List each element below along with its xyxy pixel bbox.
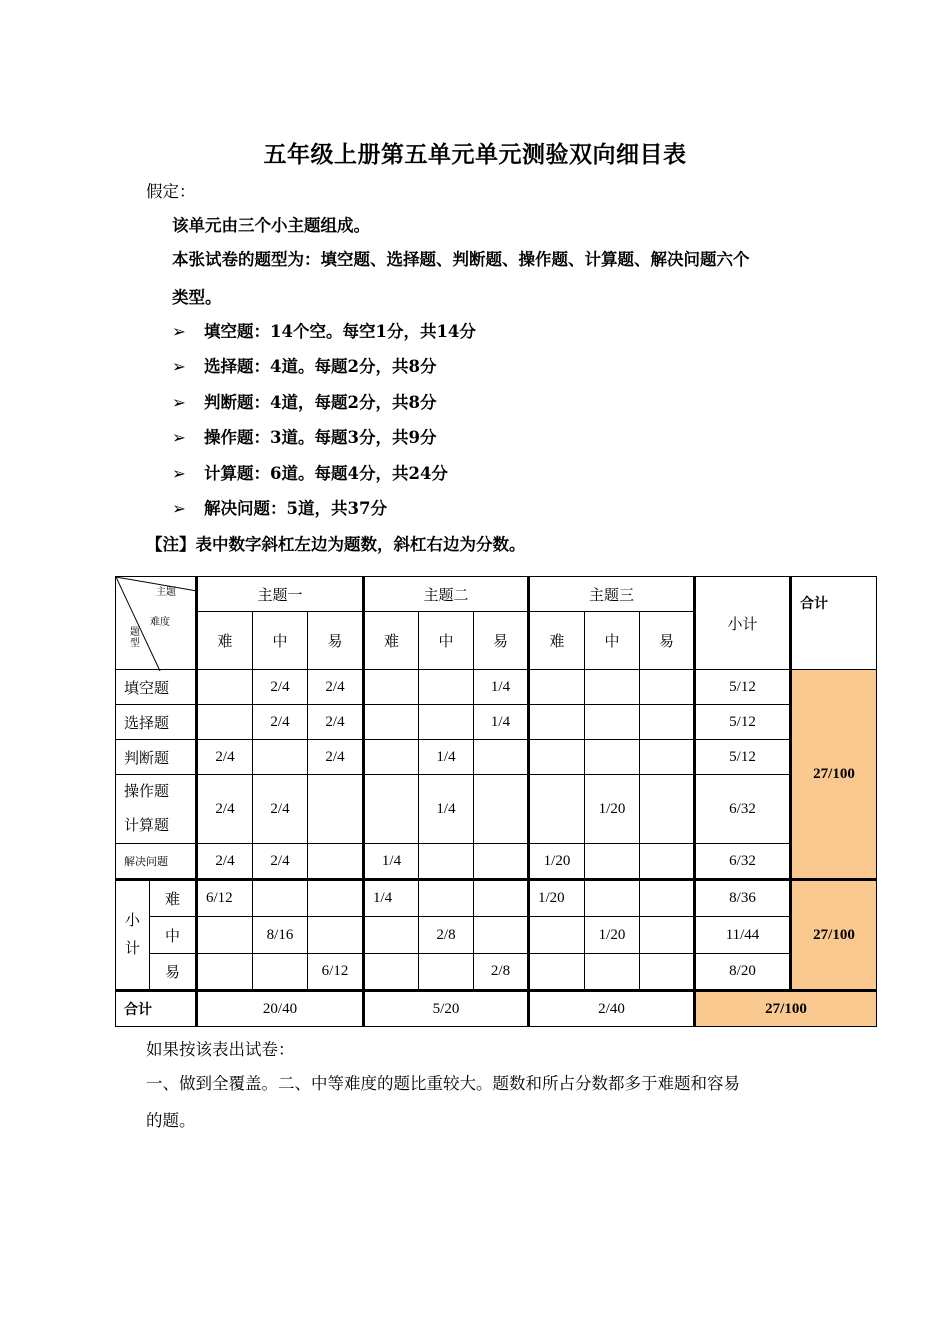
table-cell (474, 880, 529, 917)
table-cell (474, 917, 529, 954)
level-header: 中 (419, 612, 474, 670)
row-label: 填空题 (116, 670, 197, 705)
table-cell (529, 670, 585, 705)
table-cell (529, 917, 585, 954)
intro-line-2: 本张试卷的题型为：填空题、选择题、判断题、操作题、计算题、解决问题六个 (172, 250, 750, 269)
table-cell (585, 880, 640, 917)
table-cell: 1/4 (419, 775, 474, 844)
arrow-bullet-icon: ➢ (172, 322, 186, 341)
level-header: 易 (640, 612, 695, 670)
table-cell (419, 670, 474, 705)
level-header: 难 (197, 612, 253, 670)
intro-line-1: 该单元由三个小主题组成。 (172, 216, 370, 235)
arrow-bullet-icon: ➢ (172, 393, 186, 412)
table-cell (529, 705, 585, 740)
table-cell (640, 705, 695, 740)
table-cell: 2/4 (253, 844, 308, 880)
table-cell: 1/20 (585, 775, 640, 844)
table-row (116, 740, 877, 775)
subtotal-cell: 8/20 (695, 954, 791, 991)
table-cell (585, 670, 640, 705)
table-cell: 6/12 (197, 880, 253, 917)
subtotal-cell: 5/12 (695, 705, 791, 740)
table-cell (308, 917, 364, 954)
subtotal-cell: 8/36 (695, 880, 791, 917)
subtotal-cell: 11/44 (695, 917, 791, 954)
subtotal-cell: 5/12 (695, 740, 791, 775)
table-cell (253, 954, 308, 991)
table-row (116, 705, 877, 740)
subtotal-cell: 6/32 (695, 775, 791, 844)
table-cell (197, 954, 253, 991)
table-cell (419, 880, 474, 917)
table-cell: 8/16 (253, 917, 308, 954)
table-cell: 1/20 (529, 844, 585, 880)
table-cell: 2/4 (308, 670, 364, 705)
table-cell (529, 954, 585, 991)
table-cell: 2/8 (474, 954, 529, 991)
table-cell: 2/4 (308, 740, 364, 775)
table-cell (640, 670, 695, 705)
row-label-2: 计算题 (124, 818, 170, 834)
table-cell (197, 705, 253, 740)
table-cell (197, 917, 253, 954)
level-header: 易 (474, 612, 529, 670)
topic-header: 主题三 (529, 577, 695, 612)
bullet-item: ➢ 选择题：4道。每题2分，共8分 (172, 357, 437, 376)
table-cell (585, 954, 640, 991)
table-row (116, 954, 877, 991)
table-row (116, 844, 877, 880)
bullet-item: ➢ 操作题：3道。每题3分，共9分 (172, 428, 437, 447)
table-cell: 1/4 (474, 670, 529, 705)
level-label: 难 (150, 880, 197, 917)
arrow-bullet-icon: ➢ (172, 499, 186, 518)
row-label (116, 775, 197, 844)
table-cell (585, 844, 640, 880)
level-header: 易 (308, 612, 364, 670)
table-row (116, 880, 877, 917)
table-row (116, 917, 877, 954)
table-cell (529, 775, 585, 844)
sub-total-cell: 27/100 (791, 880, 877, 991)
level-header: 中 (585, 612, 640, 670)
row-label-1: 操作题 (124, 784, 170, 800)
table-cell (529, 740, 585, 775)
subtotal-header: 小计 (695, 577, 791, 670)
table-cell (474, 740, 529, 775)
table-cell: 2/4 (253, 670, 308, 705)
arrow-bullet-icon: ➢ (172, 357, 186, 376)
table-cell (419, 705, 474, 740)
intro-line-3: 类型。 (172, 288, 222, 307)
subtotal-cell: 6/32 (695, 844, 791, 880)
bullet-item: ➢ 判断题：4道，每题2分，共8分 (172, 393, 437, 412)
table-cell (640, 775, 695, 844)
row-label: 判断题 (116, 740, 197, 775)
level-header: 中 (253, 612, 308, 670)
subtotal-group-label: 小 计 (116, 880, 150, 991)
table-cell (640, 740, 695, 775)
arrow-bullet-icon: ➢ (172, 428, 186, 447)
table-cell: 2/4 (253, 775, 308, 844)
table-cell (308, 775, 364, 844)
topic-total-cell: 20/40 (197, 991, 364, 1027)
table-cell (474, 775, 529, 844)
final-total-label: 合计 (116, 991, 197, 1027)
table-cell (308, 844, 364, 880)
assume-label: 假定： (146, 182, 196, 201)
page-title: 五年级上册第五单元单元测验双向细目表 (263, 142, 687, 168)
table-cell: 1/20 (529, 880, 585, 917)
topic-header: 主题二 (364, 577, 529, 612)
bullet-item: ➢ 计算题：6道。每题4分，共24分 (172, 464, 448, 483)
conclusion-line-2: 一、做到全覆盖。二、中等难度的题比重较大。题数和所占分数都多于难题和容易 (146, 1074, 740, 1093)
table-cell: 2/4 (197, 775, 253, 844)
topic-total-cell: 2/40 (529, 991, 695, 1027)
table-cell (364, 740, 419, 775)
table-cell (308, 880, 364, 917)
table-cell (640, 917, 695, 954)
table-cell: 2/4 (308, 705, 364, 740)
rows-total-cell: 27/100 (791, 670, 877, 880)
bullet-item: ➢ 填空题：14个空。每空1分，共14分 (172, 322, 476, 341)
table-cell: 1/4 (364, 844, 419, 880)
level-label: 易 (150, 954, 197, 991)
corner-difficulty-label: 难度 (150, 617, 170, 628)
subtotal-cell: 5/12 (695, 670, 791, 705)
row-label: 解决问题 (116, 844, 197, 880)
spec-table (115, 576, 877, 1027)
table-cell (419, 954, 474, 991)
bullet-item: ➢ 解决问题：5道，共37分 (172, 499, 387, 518)
table-cell: 1/4 (364, 880, 419, 917)
table-cell (253, 880, 308, 917)
table-cell: 2/4 (197, 740, 253, 775)
table-cell (364, 705, 419, 740)
table-cell (640, 844, 695, 880)
conclusion-line-3: 的题。 (146, 1111, 196, 1130)
arrow-bullet-icon: ➢ (172, 464, 186, 483)
topic-total-cell: 5/20 (364, 991, 529, 1027)
level-header: 难 (529, 612, 585, 670)
table-cell: 2/8 (419, 917, 474, 954)
table-cell: 2/4 (197, 844, 253, 880)
table-cell: 2/4 (253, 705, 308, 740)
corner-type-label: 题型 (130, 627, 140, 649)
grand-total-cell: 27/100 (695, 991, 877, 1027)
topic-header: 主题一 (197, 577, 364, 612)
table-cell: 1/20 (585, 917, 640, 954)
conclusion-line-1: 如果按该表出试卷： (146, 1040, 295, 1059)
total-header: 合计 (791, 577, 877, 670)
level-header: 难 (364, 612, 419, 670)
table-cell: 1/4 (419, 740, 474, 775)
table-cell (419, 844, 474, 880)
row-label: 选择题 (116, 705, 197, 740)
table-cell (585, 740, 640, 775)
level-label: 中 (150, 917, 197, 954)
table-row (116, 670, 877, 705)
corner-topic-label: 主题 (156, 587, 176, 598)
note: 【注】表中数字斜杠左边为题数，斜杠右边为分数。 (146, 535, 526, 554)
table-row (116, 775, 877, 844)
corner-header (116, 577, 197, 670)
table-cell (253, 740, 308, 775)
table-cell (364, 917, 419, 954)
table-cell: 1/4 (474, 705, 529, 740)
table-cell (364, 954, 419, 991)
table-cell (364, 670, 419, 705)
table-cell (640, 954, 695, 991)
table-cell (197, 670, 253, 705)
table-cell (585, 705, 640, 740)
table-cell (640, 880, 695, 917)
table-cell (474, 844, 529, 880)
table-cell (364, 775, 419, 844)
table-row (116, 991, 877, 1027)
table-cell: 6/12 (308, 954, 364, 991)
